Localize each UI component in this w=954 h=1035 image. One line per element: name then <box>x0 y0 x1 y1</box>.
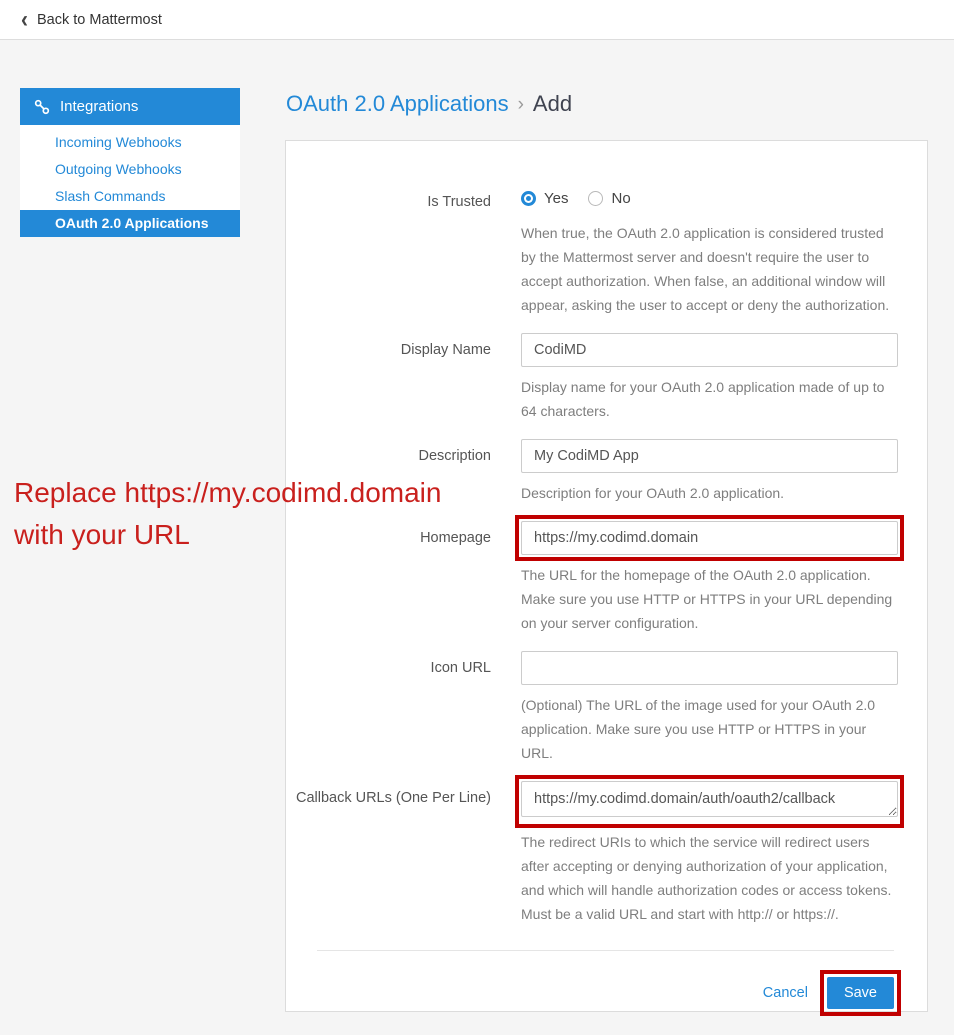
annotation-note <box>14 472 534 556</box>
form-row-icon-url <box>286 651 927 765</box>
callback-urls-highlight-box <box>515 775 904 828</box>
description-label: Description <box>418 448 491 465</box>
sidebar-header-label: Integrations <box>60 98 139 115</box>
chevron-left-icon: ‹ <box>21 5 28 33</box>
breadcrumb-separator-icon: › <box>517 94 524 115</box>
is-trusted-yes-label: Yes <box>544 190 569 207</box>
description-input[interactable] <box>521 439 898 473</box>
footer-divider <box>317 950 894 951</box>
breadcrumb-parent-link[interactable]: OAuth 2.0 Applications <box>286 91 509 116</box>
display-name-label: Display Name <box>400 342 491 359</box>
display-name-input[interactable] <box>521 333 898 367</box>
back-to-mattermost-link[interactable] <box>21 5 162 33</box>
radio-unselected-icon[interactable] <box>588 191 603 206</box>
annotation-note-line1: Replace https://my.codimd.domain <box>14 477 442 508</box>
homepage-help-text: The URL for the homepage of the OAuth 2.0 application. Make sure you use HTTP or HTTPS in your URL depending on your server configuration. <box>521 567 893 632</box>
callback-urls-label: Callback URLs (One Per Line) <box>295 790 491 807</box>
sidebar-item-incoming-webhooks[interactable]: Incoming Webhooks <box>55 134 182 150</box>
callback-urls-textarea[interactable] <box>521 781 898 817</box>
form-row-display-name <box>286 333 927 423</box>
oauth-add-form-panel <box>285 140 928 1012</box>
is-trusted-label: Is Trusted <box>427 194 491 210</box>
description-help-text: Description for your OAuth 2.0 application. <box>521 485 785 502</box>
is-trusted-yes-radio[interactable] <box>521 190 568 207</box>
sidebar-list <box>20 125 240 237</box>
radio-selected-icon[interactable] <box>521 191 536 206</box>
save-button[interactable]: Save <box>827 977 894 1009</box>
homepage-highlight-box <box>515 515 904 561</box>
callback-urls-help-text: The redirect URIs to which the service will redirect users after accepting or denying authorization of your application, and which will handle authorization codes or access tokens. Must be a valid URL and start with http:// or https://. <box>521 834 892 923</box>
link-icon <box>34 99 50 115</box>
save-highlight-box <box>820 970 901 1016</box>
icon-url-help-text: (Optional) The URL of the image used for your OAuth 2.0 application. Make sure you use HTTP or HTTPS in your URL. <box>521 697 876 762</box>
form-row-callback-urls <box>286 781 927 926</box>
sidebar-item-slash-commands[interactable]: Slash Commands <box>55 188 166 204</box>
is-trusted-radio-group <box>521 185 898 207</box>
is-trusted-help-text: When true, the OAuth 2.0 application is considered trusted by the Mattermost server and doesn't require the user to accept authorization. When false, an additional window will appear, asking the user to accept or deny the authorization. <box>521 225 890 314</box>
display-name-help-text: Display name for your OAuth 2.0 application made of up to 64 characters. <box>521 379 885 420</box>
form-row-is-trusted <box>286 185 927 317</box>
is-trusted-no-radio[interactable] <box>588 190 630 207</box>
annotation-note-line2: with your URL <box>14 519 190 550</box>
sidebar-header-integrations <box>20 88 240 125</box>
homepage-input[interactable] <box>521 521 898 555</box>
is-trusted-no-label: No <box>611 190 631 207</box>
top-bar <box>0 0 954 40</box>
back-link-label: Back to Mattermost <box>37 11 162 28</box>
icon-url-label: Icon URL <box>430 660 491 677</box>
sidebar-item-outgoing-webhooks[interactable]: Outgoing Webhooks <box>55 161 182 177</box>
sidebar-item-oauth-applications[interactable]: OAuth 2.0 Applications <box>20 210 240 237</box>
integrations-sidebar <box>20 88 240 237</box>
cancel-button[interactable]: Cancel <box>762 985 808 1002</box>
homepage-label: Homepage <box>420 530 491 547</box>
form-footer <box>286 977 927 1009</box>
icon-url-input[interactable] <box>521 651 898 685</box>
page-title: Add <box>532 91 573 116</box>
breadcrumb <box>286 91 572 117</box>
